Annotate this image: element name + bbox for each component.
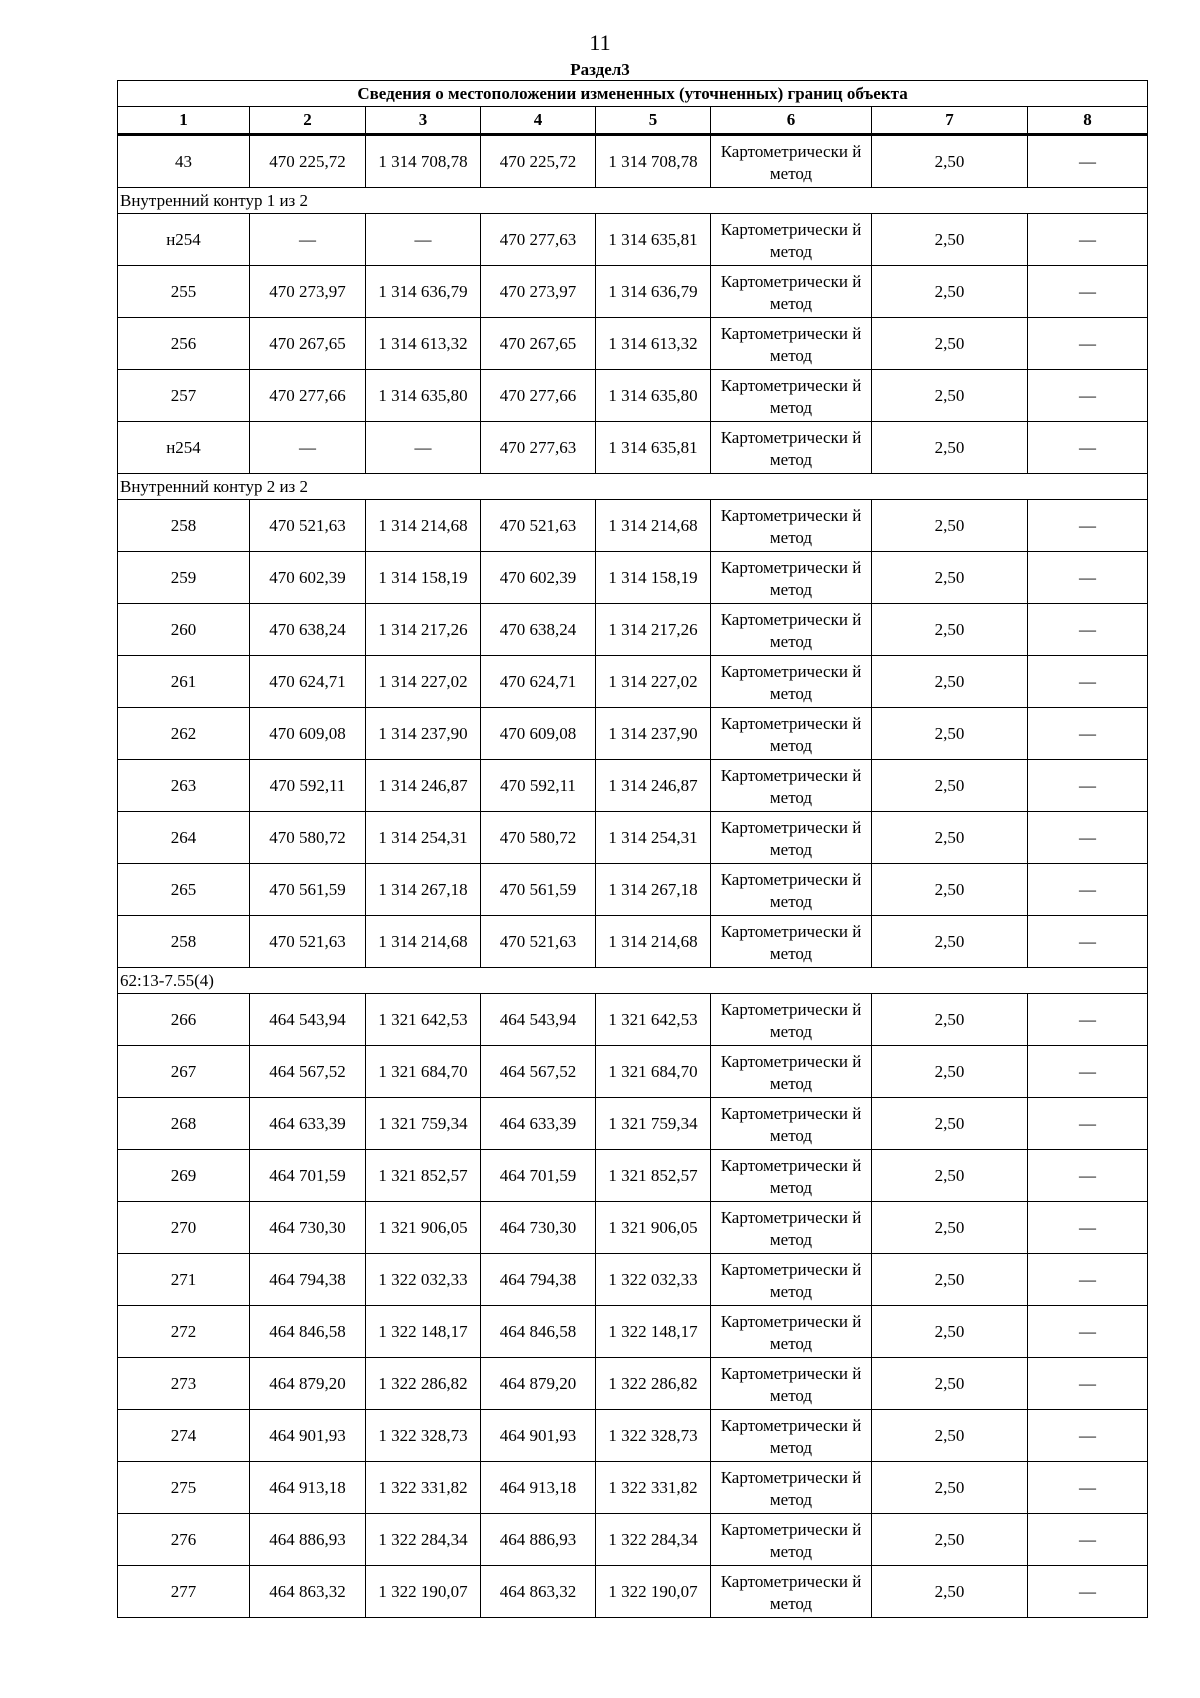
section-title: Раздел3 bbox=[570, 60, 630, 79]
point-number-cell: 264 bbox=[118, 812, 250, 864]
method-cell: Картометрически й метод bbox=[711, 1306, 872, 1358]
new-x-cell: 464 846,58 bbox=[481, 1306, 596, 1358]
new-y-cell: 1 322 190,07 bbox=[596, 1566, 711, 1618]
table-row bbox=[118, 266, 1148, 318]
old-x-cell: 470 580,72 bbox=[250, 812, 366, 864]
old-x-cell: 470 561,59 bbox=[250, 864, 366, 916]
old-y-cell: — bbox=[366, 422, 481, 474]
new-x-cell: 470 277,66 bbox=[481, 370, 596, 422]
description-cell: — bbox=[1028, 318, 1148, 370]
new-y-cell: 1 322 328,73 bbox=[596, 1410, 711, 1462]
old-x-cell: 470 521,63 bbox=[250, 500, 366, 552]
point-number-cell: 258 bbox=[118, 916, 250, 968]
description-cell: — bbox=[1028, 1098, 1148, 1150]
new-x-cell: 470 561,59 bbox=[481, 864, 596, 916]
description-cell: — bbox=[1028, 864, 1148, 916]
new-x-cell: 470 624,71 bbox=[481, 656, 596, 708]
table-row bbox=[118, 370, 1148, 422]
new-x-cell: 470 521,63 bbox=[481, 500, 596, 552]
method-cell: Картометрически й метод bbox=[711, 214, 872, 266]
old-x-cell: 470 267,65 bbox=[250, 318, 366, 370]
method-cell: Картометрически й метод bbox=[711, 604, 872, 656]
new-y-cell: 1 321 906,05 bbox=[596, 1202, 711, 1254]
method-cell: Картометрически й метод bbox=[711, 500, 872, 552]
column-header-row bbox=[118, 107, 1148, 135]
precision-cell: 2,50 bbox=[872, 1566, 1028, 1618]
precision-cell: 2,50 bbox=[872, 1358, 1028, 1410]
new-x-cell: 470 592,11 bbox=[481, 760, 596, 812]
table-row bbox=[118, 656, 1148, 708]
new-y-cell: 1 314 635,80 bbox=[596, 370, 711, 422]
description-cell: — bbox=[1028, 994, 1148, 1046]
new-y-cell: 1 314 158,19 bbox=[596, 552, 711, 604]
point-number-cell: 266 bbox=[118, 994, 250, 1046]
point-number-cell: 270 bbox=[118, 1202, 250, 1254]
precision-cell: 2,50 bbox=[872, 1254, 1028, 1306]
new-x-cell: 470 521,63 bbox=[481, 916, 596, 968]
method-cell: Картометрически й метод bbox=[711, 994, 872, 1046]
old-x-cell: — bbox=[250, 422, 366, 474]
table-caption: Сведения о местоположении измененных (уточненных) границ объекта bbox=[118, 81, 1148, 107]
point-number-cell: 265 bbox=[118, 864, 250, 916]
old-y-cell: 1 314 246,87 bbox=[366, 760, 481, 812]
description-cell: — bbox=[1028, 1410, 1148, 1462]
description-cell: — bbox=[1028, 500, 1148, 552]
precision-cell: 2,50 bbox=[872, 1514, 1028, 1566]
old-y-cell: 1 314 613,32 bbox=[366, 318, 481, 370]
point-number-cell: 277 bbox=[118, 1566, 250, 1618]
table-row bbox=[118, 708, 1148, 760]
new-x-cell: 464 913,18 bbox=[481, 1462, 596, 1514]
new-x-cell: 470 602,39 bbox=[481, 552, 596, 604]
precision-cell: 2,50 bbox=[872, 135, 1028, 188]
old-y-cell: 1 321 642,53 bbox=[366, 994, 481, 1046]
table-row bbox=[118, 422, 1148, 474]
table-row bbox=[118, 1462, 1148, 1514]
precision-cell: 2,50 bbox=[872, 916, 1028, 968]
table-row bbox=[118, 864, 1148, 916]
new-y-cell: 1 314 217,26 bbox=[596, 604, 711, 656]
new-x-cell: 464 886,93 bbox=[481, 1514, 596, 1566]
description-cell: — bbox=[1028, 1254, 1148, 1306]
table-caption-row bbox=[118, 81, 1148, 107]
new-y-cell: 1 314 246,87 bbox=[596, 760, 711, 812]
new-x-cell: 464 543,94 bbox=[481, 994, 596, 1046]
new-x-cell: 470 609,08 bbox=[481, 708, 596, 760]
new-x-cell: 470 638,24 bbox=[481, 604, 596, 656]
old-x-cell: 464 567,52 bbox=[250, 1046, 366, 1098]
method-cell: Картометрически й метод bbox=[711, 422, 872, 474]
new-x-cell: 464 863,32 bbox=[481, 1566, 596, 1618]
column-header: 8 bbox=[1028, 107, 1148, 135]
contour-group-row bbox=[118, 968, 1148, 994]
new-y-cell: 1 314 636,79 bbox=[596, 266, 711, 318]
new-x-cell: 464 879,20 bbox=[481, 1358, 596, 1410]
contour-group-label: Внутренний контур 1 из 2 bbox=[118, 188, 1148, 214]
table-row bbox=[118, 916, 1148, 968]
new-x-cell: 470 225,72 bbox=[481, 135, 596, 188]
description-cell: — bbox=[1028, 552, 1148, 604]
table-row bbox=[118, 1046, 1148, 1098]
method-cell: Картометрически й метод bbox=[711, 1410, 872, 1462]
method-cell: Картометрически й метод bbox=[711, 708, 872, 760]
point-number-cell: н254 bbox=[118, 214, 250, 266]
table-row bbox=[118, 552, 1148, 604]
column-header: 7 bbox=[872, 107, 1028, 135]
method-cell: Картометрически й метод bbox=[711, 760, 872, 812]
new-y-cell: 1 314 227,02 bbox=[596, 656, 711, 708]
old-y-cell: 1 322 328,73 bbox=[366, 1410, 481, 1462]
point-number-cell: 263 bbox=[118, 760, 250, 812]
point-number-cell: 259 bbox=[118, 552, 250, 604]
table-row bbox=[118, 1254, 1148, 1306]
old-x-cell: — bbox=[250, 214, 366, 266]
method-cell: Картометрически й метод bbox=[711, 1254, 872, 1306]
point-number-cell: 257 bbox=[118, 370, 250, 422]
point-number-cell: 255 bbox=[118, 266, 250, 318]
table-row bbox=[118, 1514, 1148, 1566]
point-number-cell: 271 bbox=[118, 1254, 250, 1306]
old-x-cell: 464 730,30 bbox=[250, 1202, 366, 1254]
old-y-cell: 1 321 852,57 bbox=[366, 1150, 481, 1202]
old-y-cell: 1 314 237,90 bbox=[366, 708, 481, 760]
description-cell: — bbox=[1028, 1150, 1148, 1202]
old-y-cell: 1 322 148,17 bbox=[366, 1306, 481, 1358]
point-number-cell: н254 bbox=[118, 422, 250, 474]
method-cell: Картометрически й метод bbox=[711, 1514, 872, 1566]
table-row bbox=[118, 1150, 1148, 1202]
new-x-cell: 470 277,63 bbox=[481, 214, 596, 266]
new-y-cell: 1 322 284,34 bbox=[596, 1514, 711, 1566]
column-header: 2 bbox=[250, 107, 366, 135]
old-x-cell: 464 794,38 bbox=[250, 1254, 366, 1306]
old-y-cell: 1 314 214,68 bbox=[366, 916, 481, 968]
description-cell: — bbox=[1028, 916, 1148, 968]
precision-cell: 2,50 bbox=[872, 864, 1028, 916]
column-header: 3 bbox=[366, 107, 481, 135]
point-number-cell: 275 bbox=[118, 1462, 250, 1514]
new-x-cell: 464 567,52 bbox=[481, 1046, 596, 1098]
point-number-cell: 272 bbox=[118, 1306, 250, 1358]
new-x-cell: 470 267,65 bbox=[481, 318, 596, 370]
precision-cell: 2,50 bbox=[872, 812, 1028, 864]
description-cell: — bbox=[1028, 266, 1148, 318]
precision-cell: 2,50 bbox=[872, 214, 1028, 266]
old-y-cell: 1 322 331,82 bbox=[366, 1462, 481, 1514]
old-y-cell: 1 314 635,80 bbox=[366, 370, 481, 422]
method-cell: Картометрически й метод bbox=[711, 135, 872, 188]
point-number-cell: 268 bbox=[118, 1098, 250, 1150]
new-y-cell: 1 314 635,81 bbox=[596, 422, 711, 474]
old-y-cell: 1 321 759,34 bbox=[366, 1098, 481, 1150]
precision-cell: 2,50 bbox=[872, 604, 1028, 656]
precision-cell: 2,50 bbox=[872, 552, 1028, 604]
description-cell: — bbox=[1028, 1046, 1148, 1098]
point-number-cell: 261 bbox=[118, 656, 250, 708]
precision-cell: 2,50 bbox=[872, 1306, 1028, 1358]
old-x-cell: 464 886,93 bbox=[250, 1514, 366, 1566]
old-y-cell: 1 322 190,07 bbox=[366, 1566, 481, 1618]
old-x-cell: 464 879,20 bbox=[250, 1358, 366, 1410]
page-number: 11 bbox=[589, 30, 611, 55]
new-x-cell: 470 580,72 bbox=[481, 812, 596, 864]
old-x-cell: 464 701,59 bbox=[250, 1150, 366, 1202]
precision-cell: 2,50 bbox=[872, 1410, 1028, 1462]
old-x-cell: 470 521,63 bbox=[250, 916, 366, 968]
table-row bbox=[118, 318, 1148, 370]
column-header: 4 bbox=[481, 107, 596, 135]
new-x-cell: 470 273,97 bbox=[481, 266, 596, 318]
method-cell: Картометрически й метод bbox=[711, 318, 872, 370]
old-y-cell: 1 321 684,70 bbox=[366, 1046, 481, 1098]
precision-cell: 2,50 bbox=[872, 760, 1028, 812]
precision-cell: 2,50 bbox=[872, 1202, 1028, 1254]
old-x-cell: 470 273,97 bbox=[250, 266, 366, 318]
new-y-cell: 1 314 214,68 bbox=[596, 916, 711, 968]
method-cell: Картометрически й метод bbox=[711, 1046, 872, 1098]
precision-cell: 2,50 bbox=[872, 1150, 1028, 1202]
description-cell: — bbox=[1028, 214, 1148, 266]
contour-group-row bbox=[118, 188, 1148, 214]
precision-cell: 2,50 bbox=[872, 994, 1028, 1046]
precision-cell: 2,50 bbox=[872, 318, 1028, 370]
table-row bbox=[118, 1202, 1148, 1254]
table-row bbox=[118, 1306, 1148, 1358]
description-cell: — bbox=[1028, 422, 1148, 474]
old-x-cell: 464 846,58 bbox=[250, 1306, 366, 1358]
old-y-cell: 1 314 708,78 bbox=[366, 135, 481, 188]
method-cell: Картометрически й метод bbox=[711, 916, 872, 968]
description-cell: — bbox=[1028, 1514, 1148, 1566]
new-y-cell: 1 322 148,17 bbox=[596, 1306, 711, 1358]
column-header: 5 bbox=[596, 107, 711, 135]
table-row bbox=[118, 1098, 1148, 1150]
new-x-cell: 470 277,63 bbox=[481, 422, 596, 474]
old-x-cell: 470 609,08 bbox=[250, 708, 366, 760]
new-x-cell: 464 730,30 bbox=[481, 1202, 596, 1254]
method-cell: Картометрически й метод bbox=[711, 1566, 872, 1618]
new-y-cell: 1 314 267,18 bbox=[596, 864, 711, 916]
table-row bbox=[118, 1410, 1148, 1462]
point-number-cell: 269 bbox=[118, 1150, 250, 1202]
point-number-cell: 273 bbox=[118, 1358, 250, 1410]
description-cell: — bbox=[1028, 135, 1148, 188]
old-y-cell: 1 314 158,19 bbox=[366, 552, 481, 604]
point-number-cell: 262 bbox=[118, 708, 250, 760]
new-y-cell: 1 321 642,53 bbox=[596, 994, 711, 1046]
description-cell: — bbox=[1028, 1462, 1148, 1514]
new-x-cell: 464 794,38 bbox=[481, 1254, 596, 1306]
old-x-cell: 464 863,32 bbox=[250, 1566, 366, 1618]
description-cell: — bbox=[1028, 656, 1148, 708]
boundary-coordinates-table bbox=[117, 80, 1148, 1618]
point-number-cell: 43 bbox=[118, 135, 250, 188]
new-y-cell: 1 314 214,68 bbox=[596, 500, 711, 552]
point-number-cell: 258 bbox=[118, 500, 250, 552]
description-cell: — bbox=[1028, 812, 1148, 864]
method-cell: Картометрически й метод bbox=[711, 1202, 872, 1254]
method-cell: Картометрически й метод bbox=[711, 656, 872, 708]
method-cell: Картометрически й метод bbox=[711, 266, 872, 318]
contour-group-label: Внутренний контур 2 из 2 bbox=[118, 474, 1148, 500]
new-y-cell: 1 321 759,34 bbox=[596, 1098, 711, 1150]
old-y-cell: — bbox=[366, 214, 481, 266]
description-cell: — bbox=[1028, 604, 1148, 656]
method-cell: Картометрически й метод bbox=[711, 812, 872, 864]
old-y-cell: 1 314 636,79 bbox=[366, 266, 481, 318]
table-row bbox=[118, 812, 1148, 864]
new-y-cell: 1 322 286,82 bbox=[596, 1358, 711, 1410]
contour-group-row bbox=[118, 474, 1148, 500]
old-y-cell: 1 322 286,82 bbox=[366, 1358, 481, 1410]
method-cell: Картометрически й метод bbox=[711, 864, 872, 916]
new-y-cell: 1 314 254,31 bbox=[596, 812, 711, 864]
old-y-cell: 1 314 254,31 bbox=[366, 812, 481, 864]
description-cell: — bbox=[1028, 1202, 1148, 1254]
table-row bbox=[118, 135, 1148, 188]
old-x-cell: 464 543,94 bbox=[250, 994, 366, 1046]
old-x-cell: 470 624,71 bbox=[250, 656, 366, 708]
method-cell: Картометрически й метод bbox=[711, 370, 872, 422]
point-number-cell: 256 bbox=[118, 318, 250, 370]
description-cell: — bbox=[1028, 1566, 1148, 1618]
description-cell: — bbox=[1028, 1358, 1148, 1410]
precision-cell: 2,50 bbox=[872, 500, 1028, 552]
precision-cell: 2,50 bbox=[872, 1462, 1028, 1514]
old-y-cell: 1 322 284,34 bbox=[366, 1514, 481, 1566]
old-x-cell: 464 633,39 bbox=[250, 1098, 366, 1150]
point-number-cell: 267 bbox=[118, 1046, 250, 1098]
old-y-cell: 1 321 906,05 bbox=[366, 1202, 481, 1254]
new-y-cell: 1 314 635,81 bbox=[596, 214, 711, 266]
point-number-cell: 274 bbox=[118, 1410, 250, 1462]
new-x-cell: 464 633,39 bbox=[481, 1098, 596, 1150]
table-row bbox=[118, 214, 1148, 266]
new-y-cell: 1 322 032,33 bbox=[596, 1254, 711, 1306]
table-row bbox=[118, 1566, 1148, 1618]
precision-cell: 2,50 bbox=[872, 1098, 1028, 1150]
method-cell: Картометрически й метод bbox=[711, 1462, 872, 1514]
new-y-cell: 1 322 331,82 bbox=[596, 1462, 711, 1514]
precision-cell: 2,50 bbox=[872, 708, 1028, 760]
description-cell: — bbox=[1028, 370, 1148, 422]
new-y-cell: 1 314 708,78 bbox=[596, 135, 711, 188]
method-cell: Картометрически й метод bbox=[711, 1358, 872, 1410]
old-y-cell: 1 314 214,68 bbox=[366, 500, 481, 552]
old-y-cell: 1 314 267,18 bbox=[366, 864, 481, 916]
point-number-cell: 276 bbox=[118, 1514, 250, 1566]
table-row bbox=[118, 994, 1148, 1046]
old-x-cell: 464 913,18 bbox=[250, 1462, 366, 1514]
description-cell: — bbox=[1028, 1306, 1148, 1358]
point-number-cell: 260 bbox=[118, 604, 250, 656]
precision-cell: 2,50 bbox=[872, 266, 1028, 318]
contour-group-label: 62:13-7.55(4) bbox=[118, 968, 1148, 994]
table-row bbox=[118, 1358, 1148, 1410]
method-cell: Картометрически й метод bbox=[711, 552, 872, 604]
precision-cell: 2,50 bbox=[872, 422, 1028, 474]
table-row bbox=[118, 500, 1148, 552]
precision-cell: 2,50 bbox=[872, 1046, 1028, 1098]
precision-cell: 2,50 bbox=[872, 656, 1028, 708]
table-row bbox=[118, 604, 1148, 656]
old-x-cell: 464 901,93 bbox=[250, 1410, 366, 1462]
new-y-cell: 1 314 613,32 bbox=[596, 318, 711, 370]
method-cell: Картометрически й метод bbox=[711, 1150, 872, 1202]
old-y-cell: 1 314 227,02 bbox=[366, 656, 481, 708]
table-row bbox=[118, 760, 1148, 812]
precision-cell: 2,50 bbox=[872, 370, 1028, 422]
old-x-cell: 470 277,66 bbox=[250, 370, 366, 422]
old-y-cell: 1 322 032,33 bbox=[366, 1254, 481, 1306]
old-y-cell: 1 314 217,26 bbox=[366, 604, 481, 656]
old-x-cell: 470 592,11 bbox=[250, 760, 366, 812]
old-x-cell: 470 638,24 bbox=[250, 604, 366, 656]
new-y-cell: 1 321 852,57 bbox=[596, 1150, 711, 1202]
new-y-cell: 1 314 237,90 bbox=[596, 708, 711, 760]
method-cell: Картометрически й метод bbox=[711, 1098, 872, 1150]
old-x-cell: 470 225,72 bbox=[250, 135, 366, 188]
new-x-cell: 464 901,93 bbox=[481, 1410, 596, 1462]
column-header: 6 bbox=[711, 107, 872, 135]
column-header: 1 bbox=[118, 107, 250, 135]
new-y-cell: 1 321 684,70 bbox=[596, 1046, 711, 1098]
description-cell: — bbox=[1028, 760, 1148, 812]
new-x-cell: 464 701,59 bbox=[481, 1150, 596, 1202]
table-body bbox=[118, 135, 1148, 1618]
old-x-cell: 470 602,39 bbox=[250, 552, 366, 604]
description-cell: — bbox=[1028, 708, 1148, 760]
